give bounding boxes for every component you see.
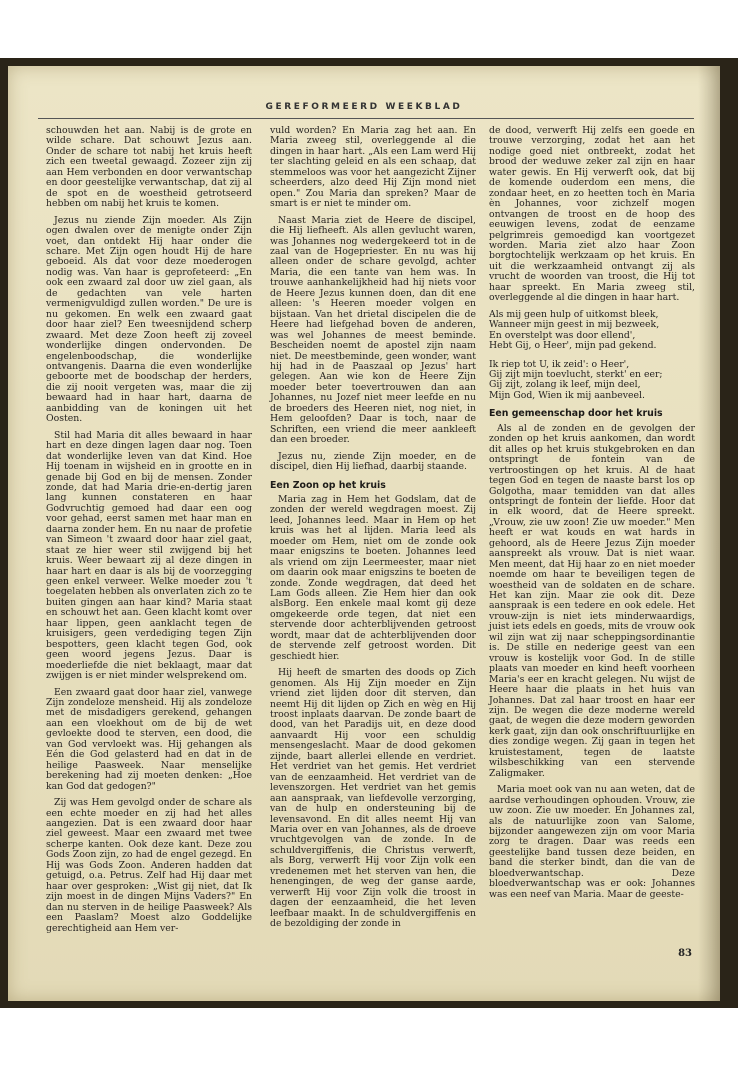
paragraph: Naast Maria ziet de Heere de discipel, die Hij liefheeft. Als allen gevlucht waren, was Johannes nog wedergekeerd tot in de zaal van de Hogepriester. En nu was hij alleen onder de schare gevolgd, achter Maria, die een tante van hem was. In trouwe aanhankelijkheid had hij niets voor de Heere Jezus kunnen doen, dan dit ene alleen: 's Heeren moeder volgen en bijstaan. Van het drietal discipelen die de Heere had liefgehad boven de anderen, was wel Johannes de meest beminde. Bescheiden noemt de apostel zijn naam niet. De meestbeminde, geen wonder, want hij had in de Paaszaal op Jezus' hart gelegen. Aan wie kon de Heere Zijn moeder beter toevertrouwen dan aan Johannes, nu Jozef niet meer leefde en nu de broeders des Heeren niet, nog niet, in Hem geloofden? Daar is toch, naar de Schriften, een vriend die meer aankleeft dan een broeder. [270,214,476,446]
paragraph: vuld worden? En Maria zag het aan. En Maria zweeg stil, overleggende al die dingen in haar hart. „Als een Lam werd Hij ter slachting geleid en als een schaap, dat stemmeloos was voor het aangezicht Zijner scheerders, alzo deed Hij Zijn mond niet open." Zou Maria dan spreken? Maar de smart is er niet te minder om. [270,125,476,210]
column-1 [46,126,252,940]
verse: Ik riep tot U, ik zeid': o Heer', Gij zijt mijn toevlucht, sterkt' en eer; Gij zijt, zolang ik leef, mijn deel, Mijn God, Wien ik mij aanbeveel. [489,358,663,401]
verse: Als mij geen hulp of uitkomst bleek, Wanneer mijn geest in mij bezweek, En overstelpt was door ellend', Hebt Gij, o Heer', mijn pad gekend. [489,308,660,352]
paragraph: Jezus nu ziende Zijn moeder. Als Zijn ogen dwalen over de menigte onder Zijn voet, dan ontdekt Hij haar onder die schare. Met Zijn ogen houdt Hij de hare geboeid. Als dat voor deze moederogen nodig was. Van haar is geprofeteerd: „En ook een zwaard zal door uw ziel gaan, als de gedachten van vele harten vermenigvuldigd zullen worden." De ure is nu gekomen. En welk een zwaard gaat door haar ziel? Een tweesnijdend scherp zwaard. Met deze Zoon heeft zij zoveel wonderlijke dingen ondervonden. De engelenboodschap, die wonderlijke ontvangenis. Daarna die even wonderlijke geboorte met de boodschap der herders, die zij nooit vergeten was, maar die zij bewaard had in haar hart, daarna de aanbidding van de koningen uit het Oosten. [46,214,252,425]
paragraph: Een zwaard gaat door haar ziel, vanwege Zijn zondeloze mensheid. Hij als zondeloze met de misdadigers gerekend, gehangen aan een vloekhout om de bij de wet gevloekte dood te sterven, een dood, die van God vervloekt was. Hij gehangen als Eén die God gelasterd had en dat in de heilige Paasweek. Naar menselijke berekening had zij moeten denken: „Hoe kan God dat gedogen?" [46,686,252,792]
paragraph: Maria zag in Hem het Godslam, dat de zonden der wereld wegdragen moest. Zij leed, Johannes leed. Maar in Hem op het kruis was het al lijden. Maria leed als moeder om Hem, niet om de zonde ook maar enigszins te boeten. Johannes leed als vriend om zijn Leermeester, maar niet om daarin ook maar enigszins te boeten de zonde. Zonde wegdragen, dat deed het Lam Gods alleen. Zie Hem hier dan ook alsBorg. Een enkele maal komt gij deze omgekeerde orde tegen, dat niet een stervende door achterblijvenden getroost wordt, maar dat de achterblijvenden door de stervende zelf getroost worden. Dit geschiedt hier. [270,493,476,662]
paragraph: Jezus nu, ziende Zijn moeder, en de discipel, dien Hij liefhad, daarbij staande. [270,450,476,473]
binding-shadow [698,66,720,1001]
paragraph: schouwden het aan. Nabij is de grote en wilde schare. Dat schouwt Jezus aan. Onder de schare tot nabij het kruis heeft zich een tweetal gewaagd. Zozeer zijn zij aan Hem verbonden en door verwantschap en door geestelijke verwantschap, dat zij al de spot en de woestheid getrotseerd hebben om nabij het kruis te komen. [46,125,252,210]
page [8,66,720,1001]
column-2 [270,126,476,936]
paragraph: Stil had Maria dit alles bewaard in haar hart en deze dingen lagen daar nog. Toen dat wonderlijke leven van dat Kind. Hoe Hij toenam in wijsheid en in grootte en in genade bij God en bij de mensen. Zonder zonde, dat had Maria drie-en-dertig jaren lang kunnen constateren en haar Godvruchtig gemoed had daar een oog voor gehad, eerst samen met haar man en daarna zonder hem. En nu naar de profetie van Simeon 't zwaard door haar ziel gaat, staat ze hier weer stil zwijgend bij het kruis. Weer bewaart zij al deze dingen in haar hart en daar is als bij de voorzegging geen enkel verweer. Welke moeder zou 't toegelaten hebben als onverlaten zich zo te buiten gingen aan haar kind? Maria staat en schouwt het aan. Geen klacht komt over haar lippen, geen aanklacht tegen de kruisigers, geen verdediging tegen Zijn bespotters, geen klacht tegen God, ook geen woord jegens Jezus. Daar is moederliefde die niet beklaagt, maar dat zwijgen is er niet minder welsprekend om. [46,429,252,682]
running-header: GEREFORMEERD WEEKBLAD [265,102,463,112]
header-rule [38,118,694,119]
paragraph: Hij heeft de smarten des doods op Zich genomen. Als Hij Zijn moeder en Zijn vriend ziet lijden door dit sterven, dan neemt Hij dit lijden op Zich en wèg en Hij troost inplaats daarvan. De zonde baart de dood, van het Paradijs uit, en deze dood aanvaardt Hij voor een schuldig mensengeslacht. Maar de dood gekomen zijnde, baart allerlei ellende en verdriet. Het verdriet van het gemis. Het verdriet van de eenzaamheid. Het verdriet van de levenszorgen. Het verdriet van het gemis aan aanspraak, van liefdevolle verzorging, van de hulp en ondersteuning bij de levensavond. En dit alles neemt Hij van Maria over en van Johannes, als de droeve vruchtgevolgen van de zonde. In de schuldvergiffenis, die Christus verwerft, als Borg, verwerft Hij voor Zijn volk een vredenemen met het sterven van hen, die henengingen, de weg der ganse aarde, verwerft Hij voor Zijn volk die troost in dagen der eenzaamheid, die het leven leefbaar maakt. In de schuldvergiffenis en de bezoldiging der zonde in [270,667,476,930]
paragraph: Maria moet ook van nu aan weten, dat de aardse verhoudingen ophouden. Vrouw, zie uw zoon. Zie uw moeder. En Johannes zal, als de natuurlijke zoon van Salome, bijzonder aangewezen zijn om voor Maria zorg te dragen. Daar was reeds een geestelijke band tussen deze beiden, en band die sterker bindt, dan die van de bloedverwantschap. Deze bloedverwantschap was er ook: Johannes was een neef van Maria. Maar de geeste- [489,784,695,900]
section-heading: Een gemeenschap door het kruis [489,408,663,420]
paragraph: de dood, verwerft Hij zelfs een goede en trouwe verzorging, zodat het aan het nodige goed niet ontbreekt, zodat het brood der weduwe zeker zal zijn en haar water gewis. En Hij verwerft ook, dat bij de komende ouderdom een mens, die zondaar heet, en zo heetten toch èn Maria èn Johannes, voor zichzelf mogen ontvangen de troost en de hoop des eeuwigen levens, zodat de eenzame pelgrimreis gemoedigd kan voortgezet worden. Maria ziet alzo haar Zoon borgtochtelijk werkzaam op het kruis. En uit die werkzaamheid ontvangt zij als vrucht de woorden van troost, die Hij tot haar spreekt. En Maria zweeg stil, overleggende al die dingen in haar hart. [489,125,695,304]
paragraph: Zij was Hem gevolgd onder de schare als een echte moeder en zij had het alles aangezien. Dat is een zwaard door haar ziel geweest. Maar een zwaard met twee scherpe kanten. Ook deze kant. Deze zou Gods Zoon zijn, zo had de engel gezegd. En Hij was Gods Zoon. Anderen hadden dat getuigd, o.a. Petrus. Zelf had Hij daar met haar over gesproken: „Wist gij niet, dat Ik zijn moest in de dingen Mijns Vaders?" En dan nu sterven in de heilige Paasweek? Als een Paaslam? Moest alzo Goddelijke gerechtigheid aan Hem ver- [46,797,252,934]
paragraph: Als al de zonden en de gevolgen der zonden op het kruis aankomen, dan wordt dit alles op het kruis stukgebroken en dan ontspringt de fontein van de vertroostingen op het kruis. Al de haat tegen God en tegen de naaste barst los op Golgotha, maar temidden van dat alles ontspringt de fontein der liefde. Hoor dat in elk woord, dat de Heere spreekt. „Vrouw, zie uw zoon! Zie uw moeder." Men heeft er wat kouds en wat hards in gehoord, als de Heere Jezus Zijn moeder aanspreekt als vrouw. Dat is niet waar. Men meent, dat Hij haar zo en niet moeder noemde om haar te beveiligen tegen de woestheid van de soldaten en de schare. Het kan zijn. Maar zie ook dit. Deze aanspraak is een tedere en ook edele. Het vrouw-zijn is niet iets minderwaardigs, juist iets edels en goeds, mits de vrouw ook wil zijn wat zij naar scheppingsordinantie is. De stille en nederige geest van een vrouw is kostelijk voor God. In de stille plaats van moeder en kind heeft voorheen Maria's eer en kracht gelegen. Nu wijst de Heere haar die plaats in het huis van Johannes. Dat zal haar troost en haar eer zijn. De wegen die deze moderne wereld gaat, de wegen die deze modern geworden kerk gaat, zijn dan ook onschriftuurlijke en dies zondige wegen. Zij gaan in tegen het kruistestament, tegen de laatste wilsbeschikking van een stervende Zaligmaker. [489,422,695,779]
section-heading: Een Zoon op het kruis [270,479,386,491]
page-number: 83 [678,948,692,959]
column-3 [489,126,695,906]
